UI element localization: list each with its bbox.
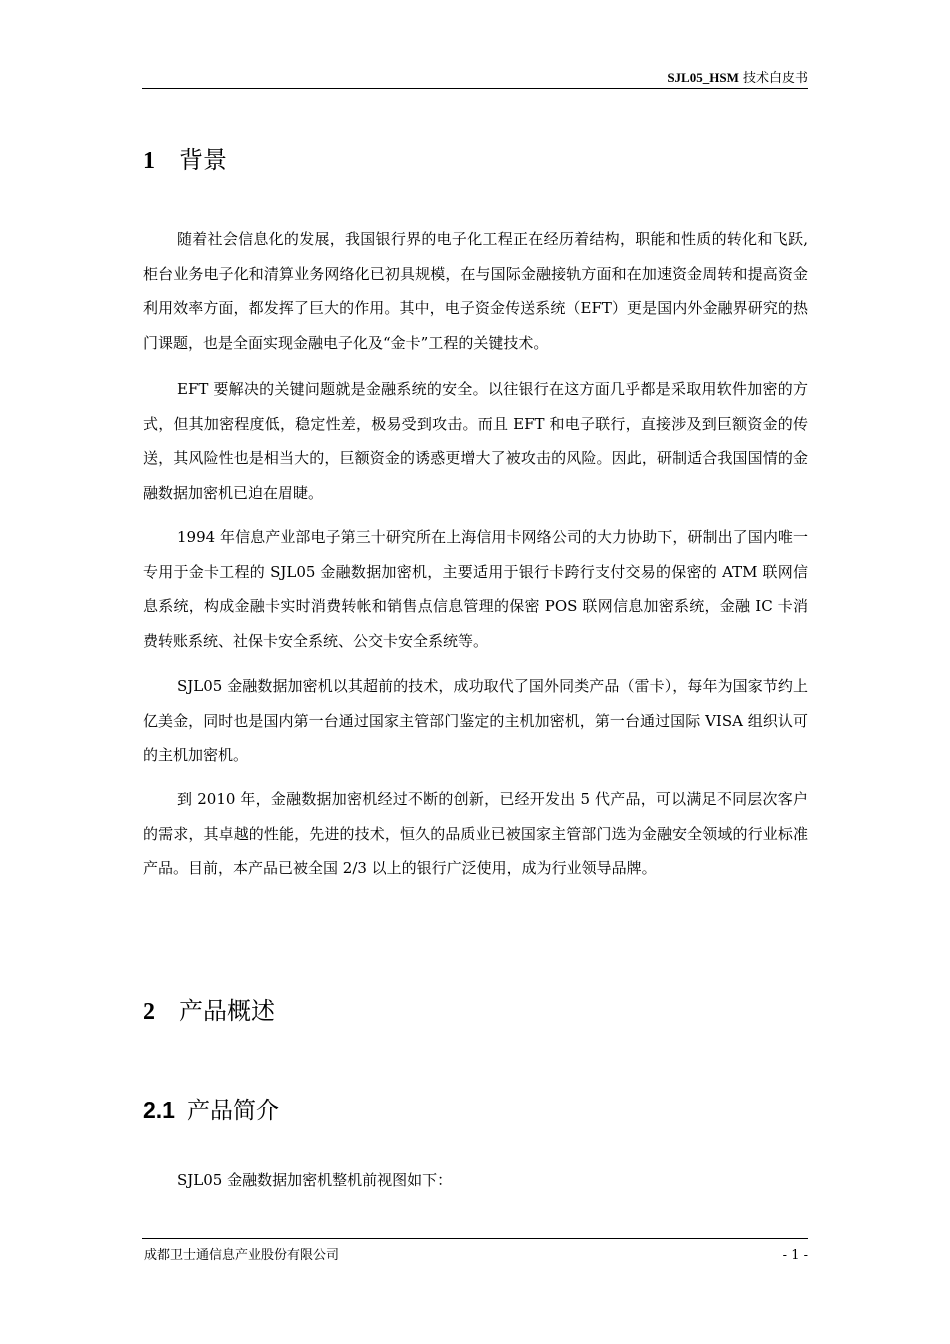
section-1-paragraph-4: SJL05 金融数据加密机以其超前的技术，成功取代了国外同类产品（雷卡），每年为国家节约上亿美金，同时也是国内第一台通过国家主管部门鉴定的主机加密机，第一台通过国际 VISA 组织认可的主机加密机。 [143, 677, 808, 764]
section-2-1-title: 产品简介 [187, 1098, 279, 1124]
section-2-1-heading [143, 1095, 279, 1126]
page-header [142, 68, 808, 89]
section-1-heading [143, 145, 227, 176]
section-2-title: 产品概述 [179, 997, 275, 1025]
header-text [667, 70, 808, 87]
section-2-1-paragraph: SJL05 金融数据加密机整机前视图如下： [177, 1171, 453, 1189]
section-2-heading [143, 996, 275, 1027]
section-2-1-number: 2.1 [143, 1097, 175, 1123]
section-1-paragraph-5: 到 2010 年，金融数据加密机经过不断的创新，已经开发出 5 代产品，可以满足不同层次客户的需求，其卓越的性能，先进的技术，恒久的品质业已被国家主管部门选为金融安全领域的行业标准产品。目前，本产品已被全国 2/3 以上的银行广泛使用，成为行业领导品牌。 [143, 790, 808, 877]
section-1-title: 背景 [179, 146, 227, 174]
header-title: 技术白皮书 [742, 71, 808, 86]
section-1-paragraph-3: 1994 年信息产业部电子第三十研究所在上海信用卡网络公司的大力协助下，研制出了国内唯一专用于金卡工程的 SJL05 金融数据加密机，主要适用于银行卡跨行支付交易的保密的 ATM 联网信息系统，构成金融卡实时消费转帐和销售点信息管理的保密 POS 联网信息加密系统，金融 IC 卡消费转账系统、社保卡安全系统、公交卡安全系统等。 [143, 528, 808, 650]
footer-page-number: - 1 - [782, 1248, 808, 1263]
page-footer [142, 1238, 808, 1263]
section-1-number: 1 [143, 148, 155, 174]
section-1-paragraph-2: EFT 要解决的关键问题就是金融系统的安全。以往银行在这方面几乎都是采取用软件加密的方式，但其加密程度低，稳定性差，极易受到攻击。而且 EFT 和电子联行，直接涉及到巨额资金的传送，其风险性也是相当大的，巨额资金的诱惑更增大了被攻击的风险。因此，研制适合我国国情的金融数据加密机已迫在眉睫。 [143, 380, 808, 502]
section-2-number: 2 [143, 999, 155, 1025]
header-code: SJL05_HSM [667, 70, 739, 85]
footer-company: 成都卫士通信息产业股份有限公司 [144, 1248, 340, 1263]
section-1-paragraph-1: 随着社会信息化的发展，我国银行界的电子化工程正在经历着结构，职能和性质的转化和飞跃,柜台业务电子化和清算业务网络化已初具规模，在与国际金融接轨方面和在加速资金周转和提高资金利用效率方面，都发挥了巨大的作用。其中，电子资金传送系统（EFT）更是国内外金融界研究的热门课题，也是全面实现金融电子化及“金卡”工程的关键技术。 [143, 230, 808, 352]
